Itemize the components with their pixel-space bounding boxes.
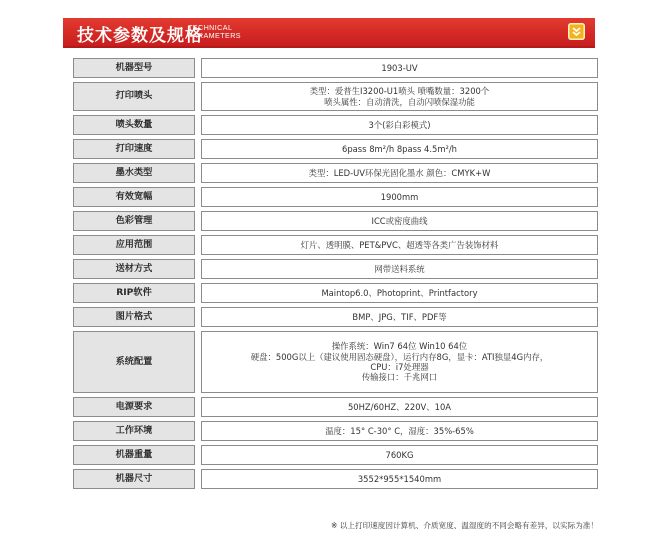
spec-value-line: 灯片、透明膜、PET&PVC、超透等各类广告装饰材料 — [300, 239, 499, 250]
section-header — [63, 18, 595, 48]
spec-value — [201, 421, 598, 441]
spec-value-line: Maintop6.0、Photoprint、Printfactory — [321, 287, 478, 298]
spec-label: 机器尺寸 — [73, 469, 195, 489]
spec-label: 打印喷头 — [73, 82, 195, 111]
spec-label: 有效宽幅 — [73, 187, 195, 207]
spec-value — [201, 445, 598, 465]
spec-value — [201, 259, 598, 279]
spec-value — [201, 283, 598, 303]
spec-value-line: 3个(彩白彩模式) — [368, 119, 431, 130]
spec-value — [201, 82, 598, 111]
spec-value-line: 喷头属性：自动清洗，自动闪喷保湿功能 — [324, 96, 475, 107]
spec-value — [201, 139, 598, 159]
spec-value-line: 50HZ/60HZ、220V、10A — [347, 401, 452, 412]
section-subtitle-line2: PARAMETERS — [188, 31, 241, 40]
spec-value-line: 硬盘：500G以上（建议使用固态硬盘），运行内存8G，显卡：ATI独显4G内存， — [250, 351, 549, 362]
spec-label: 机器型号 — [73, 58, 195, 78]
spec-value-line: ICC或密度曲线 — [371, 215, 428, 226]
spec-value — [201, 469, 598, 489]
spec-value-line: 传输接口：千兆网口 — [361, 372, 438, 383]
spec-value — [201, 331, 598, 393]
spec-value-line: CPU：i7处理器 — [370, 362, 429, 372]
spec-value — [201, 58, 598, 78]
spec-value — [201, 211, 598, 231]
spec-value-line: 6pass 8m²/h 8pass 4.5m²/h — [342, 143, 457, 154]
spec-value-line: 类型：爱普生I3200-U1喷头 喷嘴数量：3200个 — [309, 86, 490, 97]
spec-value — [201, 115, 598, 135]
spec-label: 工作环境 — [73, 421, 195, 441]
spec-value-line: BMP、JPG、TIF、PDF等 — [352, 311, 447, 322]
spec-value-line: 3552*955*1540mm — [357, 473, 442, 484]
spec-label: 电源要求 — [73, 397, 195, 417]
section-subtitle — [188, 24, 241, 40]
spec-label: 喷头数量 — [73, 115, 195, 135]
spec-label: 色彩管理 — [73, 211, 195, 231]
spec-value — [201, 307, 598, 327]
spec-label: 应用范围 — [73, 235, 195, 255]
spec-label: 送材方式 — [73, 259, 195, 279]
spec-label: RIP软件 — [73, 283, 195, 303]
spec-value-line: 1900mm — [380, 191, 419, 202]
spec-label: 机器重量 — [73, 445, 195, 465]
spec-value — [201, 163, 598, 183]
spec-table — [73, 58, 600, 489]
spec-label: 墨水类型 — [73, 163, 195, 183]
spec-value-line: 操作系统：Win7 64位 Win10 64位 — [331, 341, 468, 352]
spec-value-line: 网带送料系统 — [374, 263, 425, 274]
spec-value-line: 760KG — [385, 449, 414, 460]
spec-value — [201, 187, 598, 207]
footnote: ※ 以上打印速度因计算机、介质宽度、温湿度的不同会略有差异，以实际为准！ — [331, 521, 598, 530]
spec-value-line: 类型：LED-UV环保光固化墨水 颜色：CMYK+W — [308, 167, 491, 178]
spec-label: 系统配置 — [73, 331, 195, 393]
chevron-down-icon[interactable] — [568, 23, 585, 40]
spec-value-line: 温度：15° C-30° C，湿度：35%-65% — [325, 425, 474, 436]
spec-label: 打印速度 — [73, 139, 195, 159]
section-title: 技术参数及规格 — [77, 26, 203, 46]
spec-value — [201, 397, 598, 417]
section-subtitle-line1: TECHNICAL — [188, 23, 233, 32]
spec-label: 图片格式 — [73, 307, 195, 327]
spec-value — [201, 235, 598, 255]
spec-value-line: 1903-UV — [381, 62, 418, 73]
